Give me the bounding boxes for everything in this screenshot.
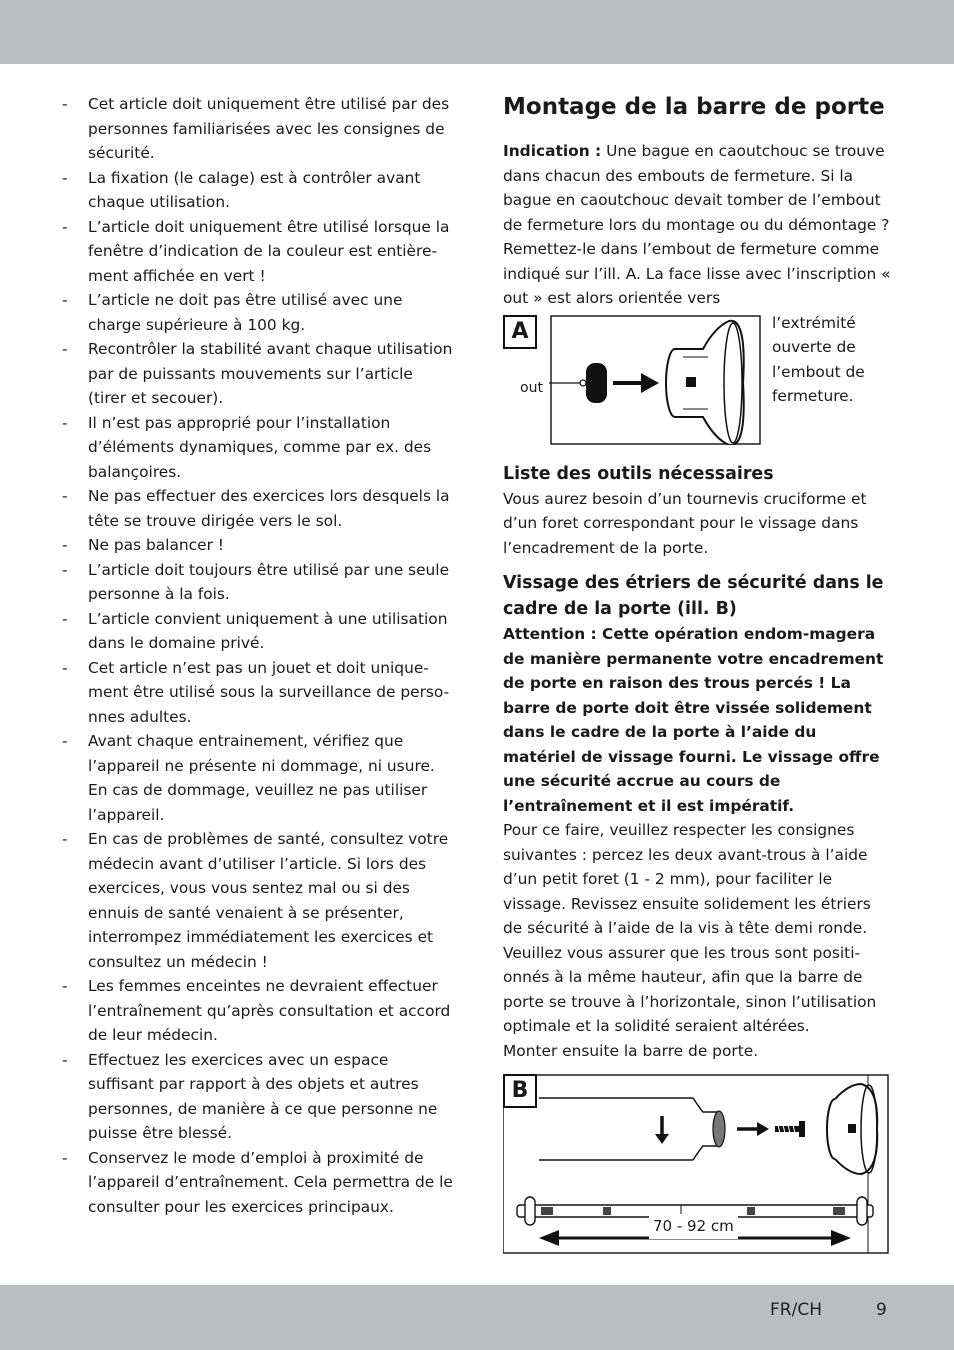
bullet-dash: - (62, 217, 68, 236)
safety-list-item (62, 729, 454, 827)
safety-list-item (62, 337, 454, 411)
figure-a-row (503, 311, 893, 445)
bullet-dash: - (62, 413, 68, 432)
safety-list-item (62, 1048, 454, 1146)
safety-list-item (62, 558, 454, 607)
safety-list-item (62, 607, 454, 656)
bullet-text: Conservez le mode d’emploi à proximité de l’appareil d’entraînement. Cela permettra de le consulter pour les exercices principaux. (88, 1148, 453, 1216)
bullet-dash: - (62, 977, 68, 995)
safety-list-item (62, 92, 454, 166)
bullet-dash: - (62, 340, 68, 358)
safety-list-item (62, 1146, 454, 1220)
page-number: 9 (876, 1300, 887, 1320)
bullet-dash: - (62, 95, 68, 113)
tools-text: Vous aurez besoin d’un tournevis cruciforme et d’un foret correspondant pour le vissage dans l’encadrement de la porte. (503, 489, 867, 557)
bullet-dash: - (62, 1050, 68, 1069)
bullet-dash: - (62, 609, 68, 628)
tools-title: Liste des outils nécessaires (503, 463, 774, 484)
safety-list-item (62, 656, 454, 730)
bullet-text: Recontrôler la stabilité avant chaque utilisation par de puissants mouvements sur l’article (tirer et secouer). (88, 340, 453, 407)
bullet-dash: - (62, 658, 68, 677)
bullet-dash: - (62, 732, 68, 750)
bullet-dash: - (62, 487, 68, 505)
bullet-text: L’article ne doit pas être utilisé avec une charge supérieure à 100 kg. (88, 291, 403, 334)
assembly-section (503, 92, 893, 1254)
bullet-text: Il n’est pas approprié pour l’installation d’éléments dynamiques, comme par ex. des balançoires. (88, 413, 432, 481)
bullet-dash: - (62, 291, 68, 309)
safety-list (62, 92, 454, 1219)
safety-list-item (62, 411, 454, 485)
indication-text: Une bague en caoutchouc se trouve dans chacun des embouts de fermeture. Si la bague en caoutchouc devait tomber de l’embout de fermeture lors du montage ou du démontage ? Remettez-le dans l’embout de fermeture comme indiqué sur l’ill. A. La face lisse avec l’inscription « out » est alors orientée vers (503, 142, 891, 307)
bullet-text: L’article doit uniquement être utilisé lorsque la fenêtre d’indication de la couleur est entière-ment affichée en vert ! (88, 217, 450, 285)
bullet-text: La fixation (le calage) est à contrôler avant chaque utilisation. (88, 168, 421, 211)
figure-a-label: A (503, 315, 537, 349)
section-title: Montage de la barre de porte (503, 94, 885, 120)
safety-list-item (62, 166, 454, 215)
header-band (0, 0, 954, 64)
bullet-dash: - (62, 536, 68, 554)
screw-title: Vissage des étriers de sécurité dans le cadre de la porte (ill. B) (503, 573, 884, 619)
procedure-text: Pour ce faire, veuillez respecter les consignes suivantes : percez les deux avant-trous à l’aide d’un petit foret (1 - 2 mm), pour faciliter le vissage. Revissez ensuite solidement les étriers de sécurité à l’aide de la vis à tête demi ronde. Veuillez vous assurer que les trous sont positi-onnés à la même hauteur, afin que la barre de porte se trouve à l’horizontale, sinon l’utilisation optimale et la solidité seraient altérées. (503, 821, 877, 1035)
bullet-text: L’article doit toujours être utilisé par une seule personne à la fois. (88, 560, 450, 603)
bullet-text: Cet article n’est pas un jouet et doit unique-ment être utilisé sous la surveillance de perso-nnes adultes. (88, 658, 450, 726)
figure-a (503, 315, 761, 445)
indication-paragraph (503, 139, 893, 311)
bullet-text: Effectuez les exercices avec un espace suffisant par rapport à des objets et autres personnes, de manière à ce que personne ne puisse être blessé. (88, 1050, 438, 1142)
bullet-dash: - (62, 830, 68, 848)
bullet-dash: - (62, 168, 68, 187)
figure-b-label: B (503, 1074, 537, 1108)
safety-list-item (62, 288, 454, 337)
indication-label: Indication : (503, 142, 602, 160)
safety-list-item (62, 484, 454, 533)
bullet-text: Ne pas balancer ! (88, 536, 224, 554)
bullet-text: Cet article doit uniquement être utilisé par des personnes familiarisées avec les consignes de sécurité. (88, 95, 450, 162)
indication-tail: l’extrémité ouverte de l’embout de fermeture. (772, 313, 865, 405)
safety-list-item (62, 533, 454, 558)
safety-list-item (62, 827, 454, 974)
dimension-label: 70 - 92 cm (649, 1214, 738, 1239)
bullet-text: Ne pas effectuer des exercices lors desquels la tête se trouve dirigée vers le sol. (88, 487, 450, 530)
bullet-text: Avant chaque entrainement, vérifiez que l’appareil ne présente ni dommage, ni usure. En cas de dommage, veuillez ne pas utiliser l’appareil. (88, 732, 435, 824)
bullet-dash: - (62, 1148, 68, 1167)
safety-list-item (62, 974, 454, 1048)
figure-b (503, 1074, 889, 1254)
bullet-text: L’article convient uniquement à une utilisation dans le domaine privé. (88, 609, 448, 652)
footer-language: FR/CH (770, 1300, 822, 1320)
bullet-text: En cas de problèmes de santé, consultez votre médecin avant d’utiliser l’article. Si lors des exercices, vous vous sentez mal ou si des ennuis de santé venaient à se présenter, interrompez immédiatement les exercices et consultez un médecin ! (88, 830, 449, 971)
then-text: Monter ensuite la barre de porte. (503, 1041, 759, 1060)
safety-list-item (62, 215, 454, 289)
attention-text: Attention : Cette opération endom-magera de manière permanente votre encadrement de porte en raison des trous percés ! La barre de porte doit être vissée solidement dans le cadre de la porte à l’aide du matériel de vissage fourni. Le vissage offre une sécurité accrue au cours de l’entraînement et il est impératif. (503, 625, 884, 815)
bullet-dash: - (62, 560, 68, 579)
out-label: out (520, 379, 543, 396)
bullet-text: Les femmes enceintes ne devraient effectuer l’entraînement qu’après consultation et accord de leur médecin. (88, 977, 451, 1044)
